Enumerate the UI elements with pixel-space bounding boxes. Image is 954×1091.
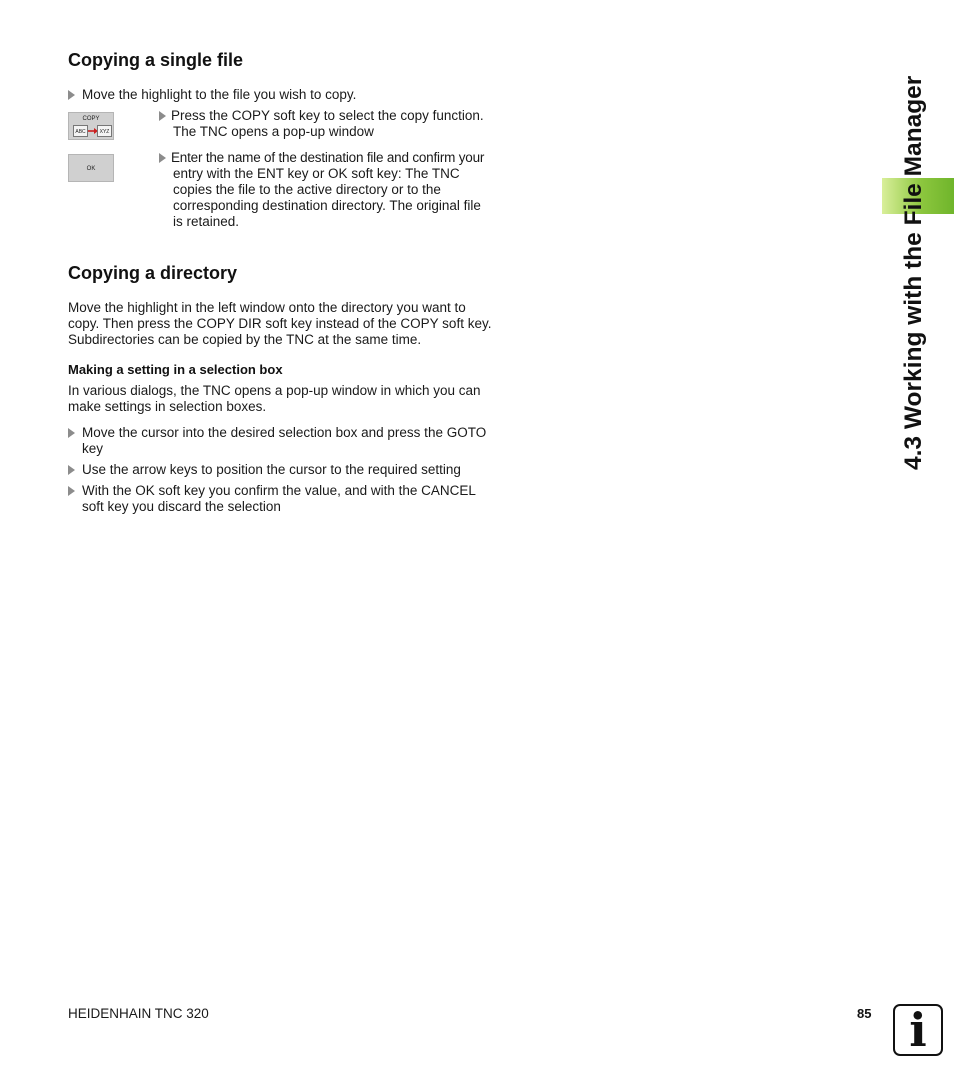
bullet-triangle-icon [159,111,166,121]
para-line: Subdirectories can be copied by the TNC at the same time. [68,332,422,347]
subheading-selection-box: Making a setting in a selection box [68,362,283,377]
info-glyph: i [909,1003,927,1057]
step-press-copy [159,108,519,140]
file-abc-icon: ABC [73,125,88,137]
ok-softkey[interactable] [68,154,114,182]
step-line: entry with the ENT key or OK soft key: The TNC [173,166,460,181]
selection-box-paragraph [68,383,528,415]
para-line: make settings in selection boxes. [68,399,267,414]
bullet-line: key [82,441,104,456]
step-line: The TNC opens a pop-up window [173,124,374,139]
step-line: copies the file to the active directory or to the [173,182,441,197]
copy-softkey[interactable] [68,112,114,140]
bullet-line: soft key you discard the selection [82,499,281,514]
para-line: copy. Then press the COPY DIR soft key instead of the COPY soft key. [68,316,492,331]
step-enter-name [159,150,519,230]
bullet-goto [68,425,528,457]
bullet-ok-cancel [68,483,528,515]
bullet-move-highlight [68,87,518,103]
page-number: 85 [857,1006,872,1021]
bullet-arrow-keys [68,462,528,478]
bullet-text: Move the highlight to the file you wish to copy. [82,87,357,102]
para-line: Move the highlight in the left window onto the directory you want to [68,300,466,315]
step-line: Press the COPY soft key to select the copy function. [171,108,484,123]
step-line: corresponding destination directory. The original file [173,198,481,213]
step-line: Enter the name of the destination file and confirm your [171,150,485,165]
bullet-triangle-icon [68,486,75,496]
ok-softkey-label: OK [86,166,96,172]
bullet-triangle-icon [159,153,166,163]
step-line: is retained. [173,214,240,229]
bullet-line: Use the arrow keys to position the cursor to the required setting [82,462,461,477]
bullet-line: With the OK soft key you confirm the value, and with the CANCEL [82,483,476,498]
bullet-triangle-icon [68,428,75,438]
copy-directory-paragraph [68,300,528,348]
footer-product-name: HEIDENHAIN TNC 320 [68,1006,209,1021]
copy-softkey-label: COPY [82,116,100,122]
bullet-triangle-icon [68,465,75,475]
info-icon [893,1004,943,1056]
file-xyz-icon: XYZ [97,125,112,137]
bullet-line: Move the cursor into the desired selection box and press the GOTO [82,425,487,440]
bullet-triangle-icon [68,90,75,100]
para-line: In various dialogs, the TNC opens a pop-up window in which you can [68,383,481,398]
chapter-title-vertical: 4.3 Working with the File Manager [900,75,927,470]
heading-copying-directory: Copying a directory [68,263,238,283]
heading-copying-single-file: Copying a single file [68,50,244,70]
